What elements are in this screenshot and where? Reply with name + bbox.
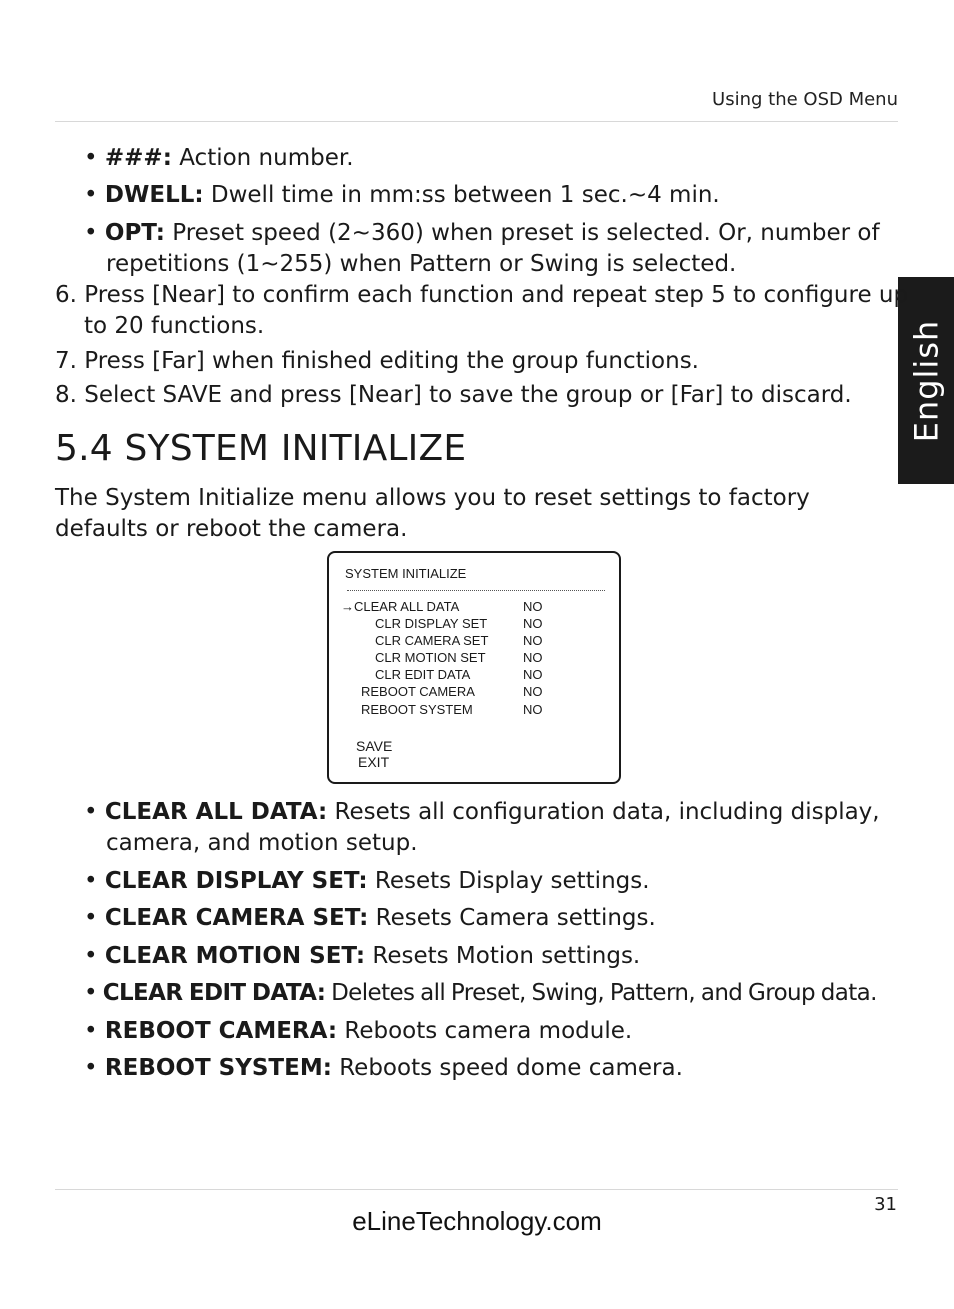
list-item: • DWELL: Dwell time in mm:ss between 1 sec.~4 min. [84,182,720,208]
step-number: 6. [55,282,77,308]
osd-row-value: NO [523,702,543,717]
osd-row: CLR MOTION SET [375,650,486,665]
step-text: Press [Near] to confirm each function and repeat step 5 to configure up to 20 functions. [84,282,909,339]
step-text: Press [Far] when finished editing the group functions. [84,348,699,374]
osd-row: REBOOT SYSTEM [361,702,473,717]
list-item-term: CLEAR DISPLAY SET: [104,868,368,894]
list-item-text: Deletes all Preset, Swing, Pattern, and Group data. [325,980,877,1006]
list-item-text: Resets Display settings. [367,868,650,894]
osd-row-value: NO [523,616,543,631]
list-item-text: Resets Camera settings. [368,905,656,931]
osd-exit-option: EXIT [358,754,390,770]
osd-row-value: NO [523,650,543,665]
list-item: • CLEAR CAMERA SET: Resets Camera settings. [84,905,656,931]
list-item-term: ###: [104,145,172,171]
osd-menu-box [327,551,621,784]
list-item-term: CLEAR EDIT DATA: [102,980,326,1006]
list-item-term: CLEAR CAMERA SET: [104,905,369,931]
footer-website: eLineTechnology.com [352,1206,602,1236]
osd-save-option: SAVE [356,738,393,754]
step-item [55,280,914,342]
osd-row-value: NO [523,633,543,648]
list-item: • ###: Action number. [84,145,354,171]
list-item: • REBOOT CAMERA: Reboots camera module. [84,1018,633,1044]
section-title: 5.4 SYSTEM INITIALIZE [55,428,467,469]
list-item-text: Preset speed (2~360) when preset is selected. Or, number of repetitions (1~255) when Pattern or Swing is selected. [106,220,880,277]
osd-divider [347,590,605,591]
page-number: 31 [874,1194,897,1215]
list-item-text: Reboots camera module. [337,1018,633,1044]
list-item: • CLEAR ALL DATA: Resets all configuration data, including display, camera, and motion setup. [84,799,880,856]
osd-row-value: NO [523,684,543,699]
running-header: Using the OSD Menu [712,89,898,110]
section-intro: The System Initialize menu allows you to reset settings to factory defaults or reboot the camera. [55,485,810,542]
osd-row: CLR DISPLAY SET [375,616,488,631]
osd-row: CLR EDIT DATA [375,667,471,682]
list-item-text: Reboots speed dome camera. [331,1055,683,1081]
osd-row: CLR CAMERA SET [375,633,489,648]
header-rule [55,121,898,122]
list-item-text: Dwell time in mm:ss between 1 sec.~4 min. [203,182,720,208]
list-item: • CLEAR MOTION SET: Resets Motion settings. [84,943,641,969]
osd-row-value: NO [523,667,543,682]
list-item-term: OPT: [104,220,165,246]
list-item-text: Resets all configuration data, including display, camera, and motion setup. [106,799,880,856]
list-item-term: REBOOT CAMERA: [104,1018,338,1044]
list-item-text: Action number. [171,145,354,171]
language-tab-label: English [907,319,946,442]
osd-menu-title: SYSTEM INITIALIZE [345,566,467,581]
step-item [55,380,914,411]
osd-row-value: NO [523,599,543,614]
footer-rule [55,1189,898,1190]
osd-row [341,599,459,614]
list-item: • CLEAR DISPLAY SET: Resets Display settings. [84,868,650,894]
list-item-text: Resets Motion settings. [365,943,641,969]
step-item [55,346,914,377]
osd-row-label: →CLEAR ALL DATA [341,599,460,614]
list-item: • CLEAR EDIT DATA: Deletes all Preset, Swing, Pattern, and Group data. [84,980,877,1006]
step-number: 8. [55,382,77,408]
list-item-term: REBOOT SYSTEM: [104,1055,332,1081]
list-item-term: DWELL: [104,182,204,208]
step-text: Select SAVE and press [Near] to save the group or [Far] to discard. [84,382,852,408]
list-item-term: CLEAR ALL DATA: [104,799,328,825]
list-item: • OPT: Preset speed (2~360) when preset is selected. Or, number of repetitions (1~255) when Pattern or Swing is selected. [84,220,880,277]
osd-row: REBOOT CAMERA [361,684,475,699]
list-item: • REBOOT SYSTEM: Reboots speed dome camera. [84,1055,683,1081]
list-item-term: CLEAR MOTION SET: [104,943,366,969]
step-number: 7. [55,348,77,374]
